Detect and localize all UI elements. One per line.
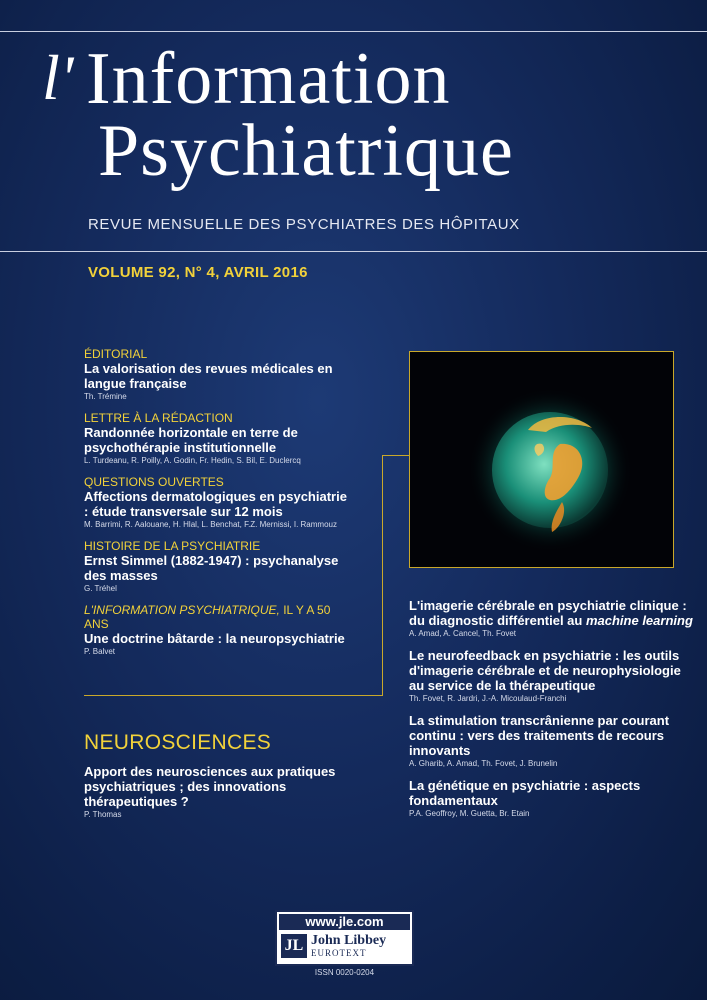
toc-item-open-questions[interactable] [84,475,354,530]
brain-globe-icon [410,352,673,567]
toc-item-genetics[interactable] [409,778,694,819]
title-prefix: l' [42,42,74,113]
title-line-1: Information [86,38,451,120]
section-heading: ÉDITORIAL [84,347,148,361]
neurosciences-section [84,730,354,820]
publisher-name: John Libbey [311,933,387,948]
article-title: Le neurofeedback en psychiatrie : les outils d'imagerie cérébrale et de neurophysiologie au service de la thérapeutique [409,648,681,693]
article-authors: Th. Fovet, R. Jardri, J.-A. Micoulaud-Franchi [409,694,567,703]
article-title: La valorisation des revues médicales en langue française [84,361,333,391]
article-title: La génétique en psychiatrie : aspects fondamentaux [409,778,641,808]
issue-info: VOLUME 92, N° 4, AVRIL 2016 [88,264,308,281]
toc-item-letter[interactable] [84,411,354,466]
article-authors: P. Balvet [84,647,115,656]
toc-item-fifty-years[interactable] [84,603,354,657]
article-title [409,598,694,628]
masthead-rule [0,251,707,252]
top-rule [0,31,707,32]
brain-image [409,351,674,568]
article-authors: Th. Trémine [84,392,127,401]
issn: ISSN 0020-0204 [314,968,375,977]
toc-left [84,347,354,666]
toc-item-imaging[interactable] [409,598,694,639]
article-title: Une doctrine bâtarde : la neuropsychiatrie [84,631,345,646]
article-authors: M. Barrimi, R. Aalouane, H. Hlal, L. Benchat, F.Z. Mernissi, I. Rammouz [84,520,337,529]
article-authors: L. Turdeanu, R. Poilly, A. Godin, Fr. Hedin, S. Bil, E. Duclercq [84,456,301,465]
publisher-mark-icon: JL [281,934,307,958]
publisher-sub: EUROTEXT [311,948,367,958]
toc-item-stimulation[interactable] [409,713,694,769]
article-title: Apport des neurosciences aux pratiques psychiatriques ; des innovations thérapeutiques ? [84,764,336,809]
article-title: La stimulation transcrânienne par courant continu : vers des traitements de recours innovants [409,713,670,758]
article-title: Ernst Simmel (1882-1947) : psychanalyse des masses [84,553,339,583]
title-line-2: Psychiatrique [98,110,514,192]
article-authors: A. Gharib, A. Amad, Th. Fovet, J. Brunelin [409,759,558,768]
toc-item-neuro[interactable] [84,764,354,820]
article-title-italic: machine learning [585,613,693,628]
subtitle: REVUE MENSUELLE DES PSYCHIATRES DES HÔPITAUX [88,216,520,233]
section-heading-rest: IL Y A 50 ANS [84,603,331,631]
toc-item-editorial[interactable] [84,347,354,402]
connector-vertical [382,455,383,695]
section-heading: LETTRE À LA RÉDACTION [84,411,233,425]
toc-right [409,598,694,828]
section-heading-italic: L'INFORMATION PSYCHIATRIQUE, [84,603,280,617]
article-authors: A. Amad, A. Cancel, Th. Fovet [409,629,517,638]
article-authors: P.A. Geoffroy, M. Guetta, Br. Etain [409,809,530,818]
section-heading: QUESTIONS OUVERTES [84,475,224,489]
article-title: Randonnée horizontale en terre de psychothérapie institutionnelle [84,425,298,455]
masthead-title [40,36,680,192]
publisher-url[interactable]: www.jle.com [279,914,410,930]
neurosciences-heading: NEUROSCIENCES [84,731,272,754]
toc-item-history[interactable] [84,539,354,594]
toc-item-neurofeedback[interactable] [409,648,694,704]
article-title: Affections dermatologiques en psychiatrie : étude transversale sur 12 mois [84,489,347,519]
section-heading [84,603,354,631]
connector-top [382,455,410,456]
article-authors: G. Tréhel [84,584,117,593]
publisher-logo[interactable] [275,910,414,966]
connector-bottom [84,695,383,696]
article-title-plain: L'imagerie cérébrale en psychiatrie clinique : du diagnostic différentiel au [409,598,687,628]
article-authors: P. Thomas [84,810,122,819]
section-heading: HISTOIRE DE LA PSYCHIATRIE [84,539,261,553]
